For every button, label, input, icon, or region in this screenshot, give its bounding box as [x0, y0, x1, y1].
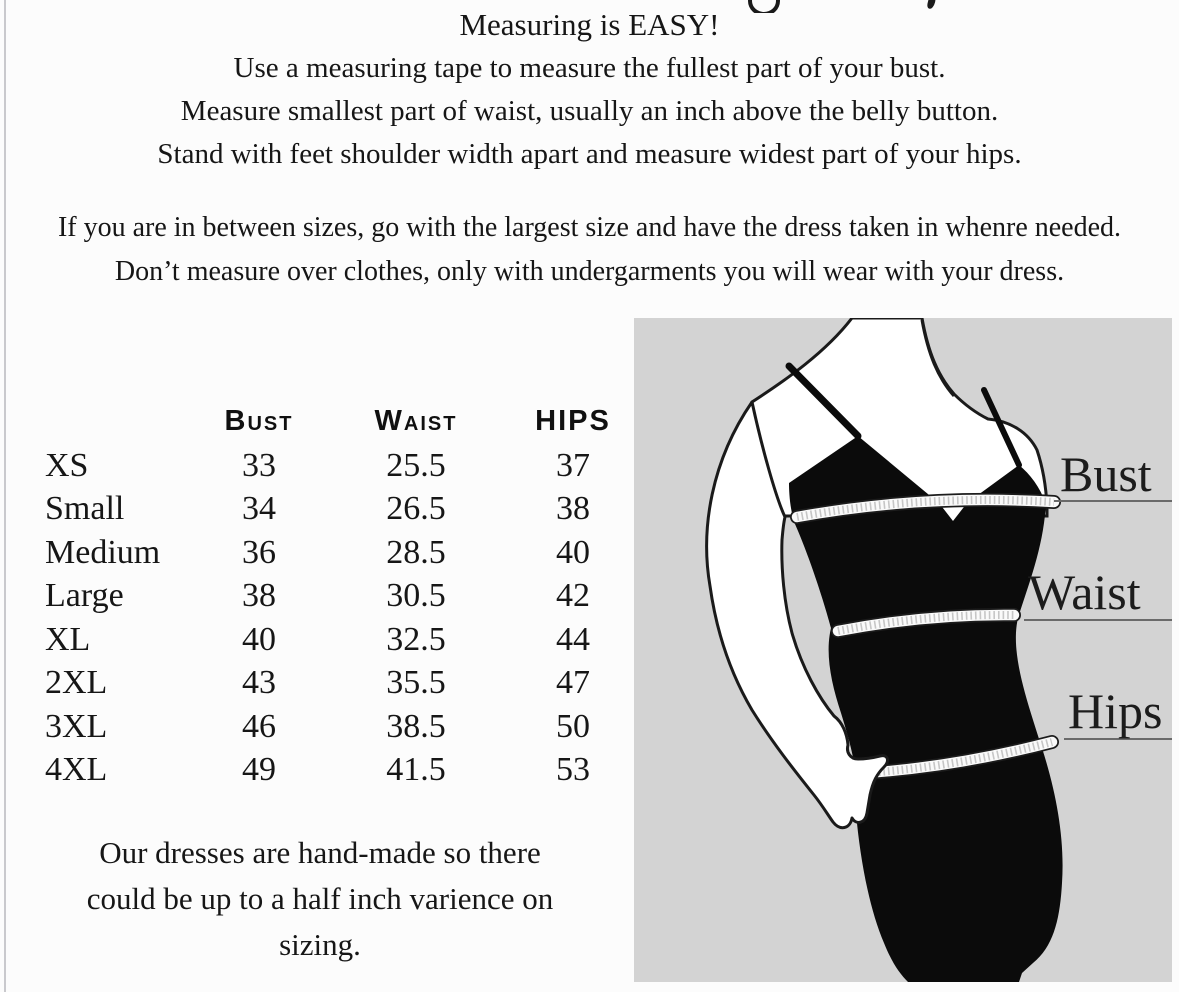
waist-value: 25.5 [386, 446, 446, 484]
woman-silhouette-graphic [634, 318, 1172, 982]
intro-line-waist: Measure smallest part of waist, usually an inch above the belly button. [180, 95, 999, 127]
table-header-hips: HIPS [535, 405, 611, 437]
waist-value: 41.5 [386, 751, 446, 788]
size-label: 4XL [45, 751, 108, 788]
bust-value: 33 [242, 446, 276, 484]
bust-callout-label: Bust [1054, 448, 1172, 502]
size-table [45, 400, 637, 792]
hips-value: 38 [556, 490, 590, 527]
bust-value: 43 [242, 664, 276, 701]
size-label: Large [45, 577, 124, 614]
size-label: 2XL [45, 664, 108, 701]
advice-line-undergarments: Don’t measure over clothes, only with undergarments you will wear with your dress. [114, 256, 1065, 287]
intro-line-bust: Use a measuring tape to measure the fullest part of your bust. [233, 52, 946, 84]
hips-value: 44 [556, 620, 590, 658]
handmade-note [20, 830, 620, 968]
intro-line-hips: Stand with feet shoulder width apart and measure widest part of your hips. [157, 138, 1022, 170]
hips-callout-label: Hips [1064, 684, 1172, 740]
size-label: XL [45, 620, 91, 658]
intro-title: Measuring is EASY! [459, 7, 720, 42]
hips-value: 53 [556, 751, 590, 788]
hips-value: 47 [556, 664, 590, 701]
waist-value: 28.5 [386, 533, 446, 571]
hips-value: 50 [556, 707, 590, 745]
note-line-3: sizing. [279, 927, 361, 962]
size-label: Medium [45, 533, 161, 571]
waist-value: 38.5 [386, 707, 446, 745]
bust-value: 38 [242, 577, 276, 614]
table-header-waist: Waist [374, 405, 458, 437]
waist-value: 26.5 [386, 490, 446, 527]
hips-value: 42 [556, 577, 590, 614]
size-label: XS [45, 446, 89, 484]
table-header-empty [45, 400, 195, 444]
size-label: 3XL [45, 707, 108, 745]
waist-callout-label: Waist [1024, 566, 1172, 621]
hips-value: 37 [556, 446, 590, 484]
bust-value: 34 [242, 490, 276, 527]
waist-value: 30.5 [386, 577, 446, 614]
bust-value: 40 [242, 620, 276, 658]
figure-illustration [634, 318, 1172, 982]
waist-value: 35.5 [386, 664, 446, 701]
table-header-bust: Bust [224, 405, 294, 437]
advice-line-between-sizes: If you are in between sizes, go with the largest size and have the dress taken in whenre needed. [57, 212, 1122, 243]
bust-value: 36 [242, 533, 276, 571]
size-label: Small [45, 490, 125, 527]
note-line-1: Our dresses are hand-made so there [99, 835, 541, 870]
sizing-advice [0, 206, 1179, 294]
measuring-instructions [0, 2, 1179, 176]
hips-value: 40 [556, 533, 590, 571]
bust-value: 49 [242, 751, 276, 788]
note-line-2: could be up to a half inch varience on [86, 881, 554, 916]
waist-value: 32.5 [386, 620, 446, 658]
bust-value: 46 [242, 707, 276, 745]
